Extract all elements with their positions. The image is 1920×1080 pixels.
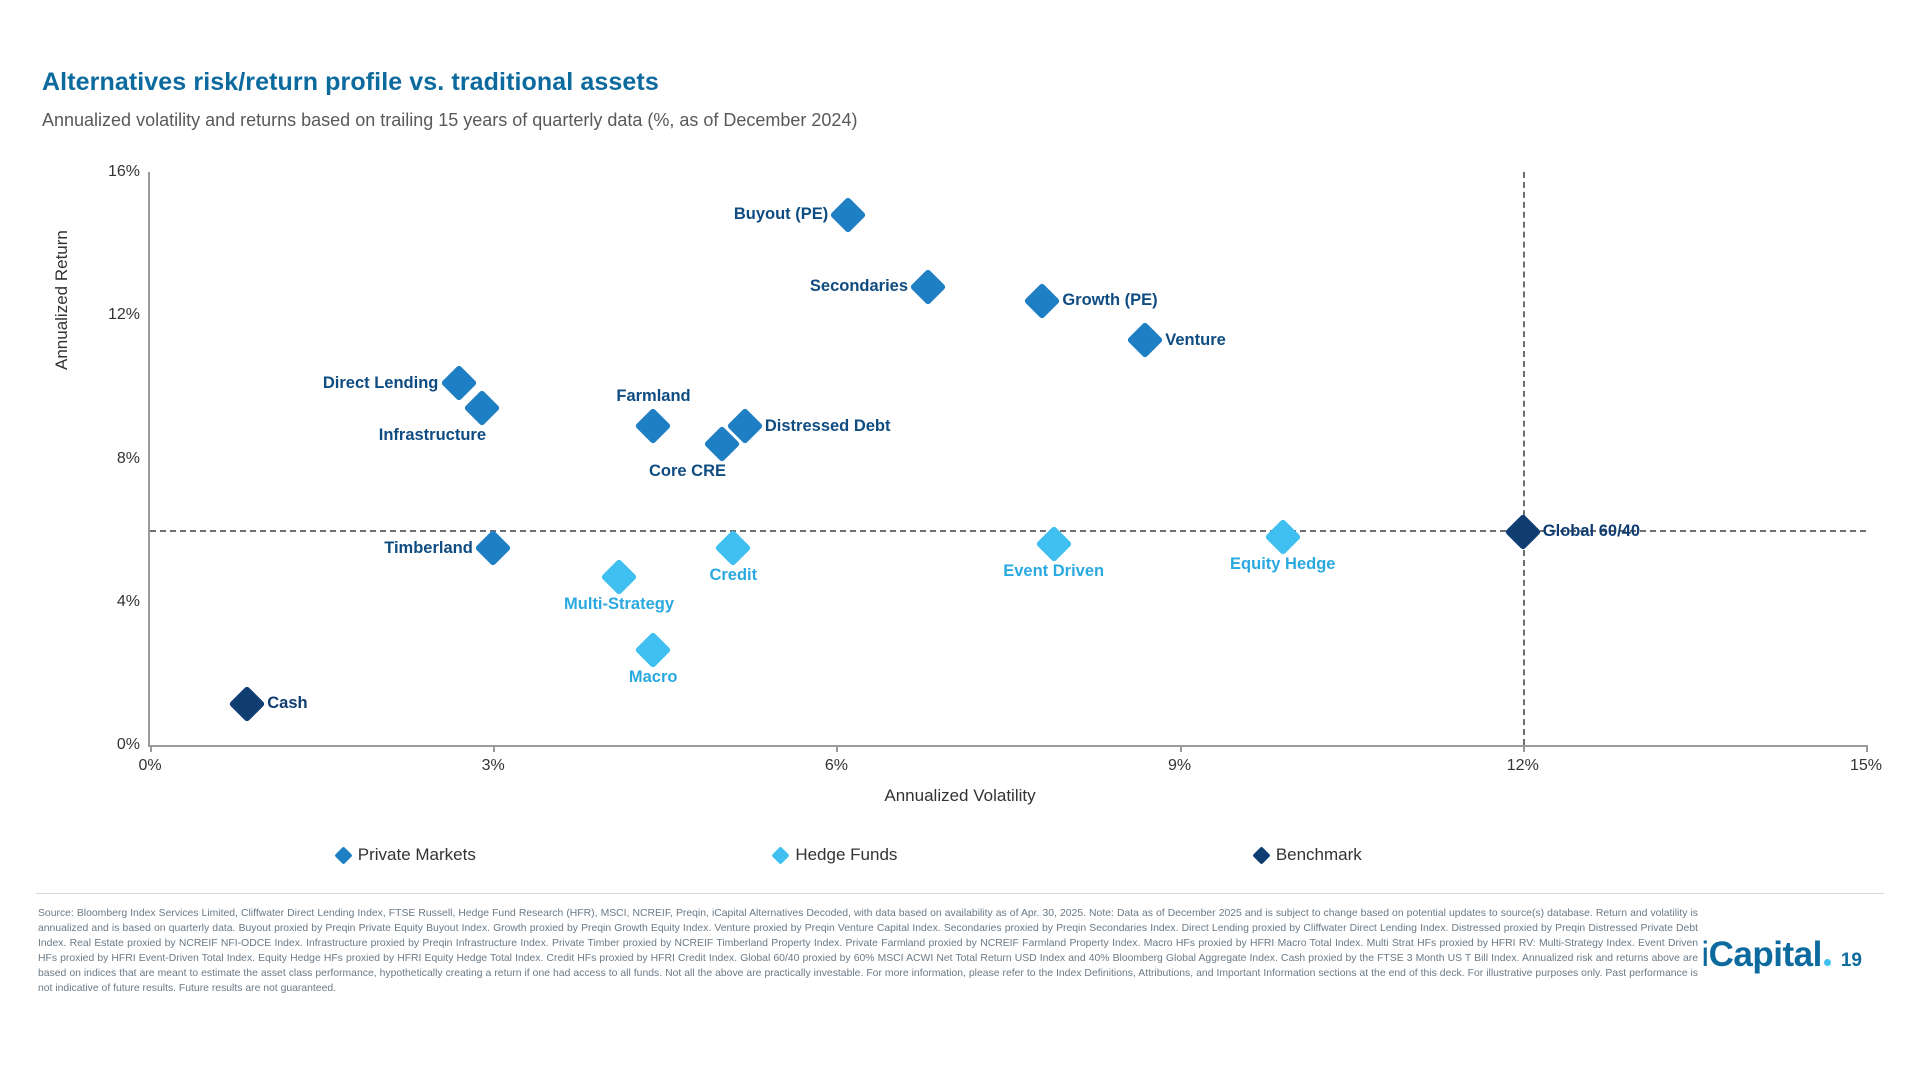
plot-area — [107, 163, 1883, 774]
legend-item[interactable] — [1255, 845, 1362, 865]
data-point-marker[interactable] — [715, 530, 752, 567]
x-axis-tickmark — [1523, 745, 1525, 752]
data-point-marker[interactable] — [635, 632, 672, 669]
legend-item[interactable] — [774, 845, 897, 865]
logo-i: i — [1701, 935, 1709, 974]
y-axis-tick: 0% — [116, 736, 140, 753]
data-point-label: Venture — [1165, 330, 1226, 349]
data-point-label: Cash — [267, 694, 308, 713]
data-point-marker[interactable] — [635, 408, 672, 445]
logo-dot-icon — [1824, 959, 1831, 966]
data-point-label: Credit — [709, 566, 758, 585]
data-point-label: Distressed Debt — [764, 416, 891, 435]
data-point-label: Direct Lending — [322, 373, 439, 392]
y-axis-tick: 4% — [116, 592, 140, 610]
page-subtitle: Annualized volatility and returns based on trailing 15 years of quarterly data (%, as of December 2024) — [42, 110, 858, 130]
x-axis-tick: 9% — [1168, 757, 1192, 774]
y-axis-label: Annualized Return — [52, 230, 71, 370]
data-point-label: Global 60/40 — [1542, 522, 1641, 541]
data-point-marker[interactable] — [440, 365, 477, 402]
x-axis-tickmark — [836, 745, 838, 752]
brand-block — [1701, 935, 1862, 975]
chart-legend — [148, 845, 1864, 871]
data-point-marker[interactable] — [910, 268, 947, 305]
y-axis-tick: 16% — [107, 163, 140, 180]
data-point-marker[interactable] — [829, 197, 866, 234]
data-point-label: Event Driven — [1003, 562, 1105, 581]
legend-diamond-icon — [772, 846, 790, 864]
x-axis-tick: 15% — [1849, 757, 1883, 774]
icapital-logo — [1701, 935, 1830, 975]
x-axis-tick: 12% — [1506, 757, 1539, 774]
page-title: Alternatives risk/return profile vs. traditional assets — [42, 68, 659, 96]
data-point-label: Macro — [628, 668, 678, 687]
data-point-marker[interactable] — [1024, 283, 1061, 320]
data-point-label: Secondaries — [809, 277, 909, 296]
x-axis-label: Annualized Volatility — [884, 786, 1036, 805]
page-number: 19 — [1840, 950, 1862, 971]
x-axis-tickmark — [1180, 745, 1182, 752]
data-point-label: Farmland — [616, 387, 691, 406]
x-axis-tick: 3% — [481, 757, 505, 774]
data-point-marker[interactable] — [601, 558, 638, 595]
data-point-label: Multi-Strategy — [564, 594, 675, 613]
data-point-marker[interactable] — [1264, 519, 1301, 556]
x-axis-tick: 0% — [138, 757, 162, 774]
data-point-label: Core CRE — [649, 462, 727, 481]
legend-diamond-icon — [1252, 846, 1270, 864]
legend-label: Private Markets — [357, 845, 476, 864]
data-point-label: Growth (PE) — [1062, 291, 1158, 310]
data-point-label: Timberland — [384, 538, 473, 557]
data-point-label: Buyout (PE) — [733, 205, 829, 224]
footer-strip — [0, 1008, 1920, 1080]
y-axis-tick: 12% — [107, 306, 140, 324]
data-point-marker[interactable] — [463, 390, 500, 427]
legend-item[interactable] — [337, 845, 476, 865]
y-axis-tick: 8% — [116, 449, 140, 467]
footer-divider — [36, 893, 1884, 894]
data-point-marker[interactable] — [1127, 322, 1164, 359]
x-axis-tickmark — [493, 745, 495, 752]
x-axis-tick: 6% — [824, 757, 848, 774]
legend-diamond-icon — [334, 846, 352, 864]
benchmark-volatility-reference-line — [1523, 172, 1525, 745]
data-point-marker[interactable] — [475, 530, 512, 567]
data-point-marker[interactable] — [1504, 514, 1541, 551]
source-note: Source: Bloomberg Index Services Limited, Cliffwater Direct Lending Index, FTSE Russell, Hedge Fund Research (HFR), MSCI, NCREIF, Preqin, iCapital Alternatives Decoded, with data based on availability as of Apr. 30, 2025. Note: Data as of December 2025 and is subject to change based on potential updates to source(s) database. Return and volatility is annualized and is based on quarterly data. Buyout proxied by Preqin Private Equity Buyout Index. Growth proxied by Preqin Growth Equity Index. Venture proxied by Preqin Venture Capital Index. Secondaries proxied by Preqin Secondaries Index. Direct Lending proxied by Cliffwater Direct Lending Index. Distressed proxied by Preqin Distressed Private Debt Index. Real Estate proxied by NCREIF NFI-ODCE Index. Infrastructure proxied by Preqin Infrastructure Index. Private Timber proxied by NCREIF Timberland Property Index. Private Farmland proxied by NCREIF Farmland Property Index. Macro HFs proxied by HFRI Macro Total Index. Multi Strat HFs proxied by HFRI RV: Multi-Strategy Index. Event Driven HFs proxied by HFRI Event-Driven Total Index. Equity Hedge HFs proxied by HFRI Equity Hedge Total Index. Credit HFs proxied by HFRI Credit Index. Global 60/40 proxied by 60% MSCI ACWI Net Total Return USD Index and 40% Bloomberg Global Aggregate Index. Cash proxied by the FTSE 3 Month US T Bill Index. Annualized risk and returns above are based on indices that are meant to estimate the asset class performance, hypothetically creating a return if one had access to all funds. Not all the above are practically investable. For more information, please refer to the Index Definitions, Attributions, and Important Information sections at the end of this deck. For illustrative purposes only. Past performance is not indicative of future results. Future results are not guaranteed. — [38, 908, 1698, 995]
logo-capital: Capital — [1708, 935, 1822, 974]
x-axis-tickmark — [150, 745, 152, 752]
legend-label: Hedge Funds — [795, 845, 898, 864]
data-point-label: Infrastructure — [378, 426, 487, 445]
legend-label: Benchmark — [1275, 845, 1362, 864]
data-point-marker[interactable] — [229, 685, 266, 722]
data-point-label: Equity Hedge — [1230, 555, 1336, 574]
x-axis-tickmark — [1866, 745, 1868, 752]
